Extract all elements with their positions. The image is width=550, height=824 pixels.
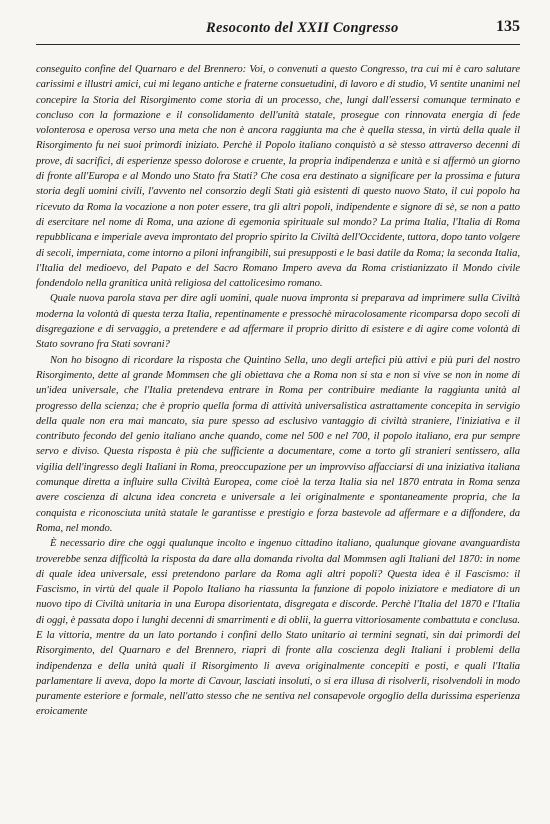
page-header (36, 0, 520, 45)
paragraph: Quale nuova parola stava per dire agli uomini, quale nuova impronta si preparava ad imprimere sulla Civiltà moderna la volontà di questa terza Italia, repentinamente e pressochè miracolosamente ricomparsa dopo secoli di disgregazione e di servaggio, a pretendere e ad affermare il proprio diritto di esistere e di agire come volontà di Stato sovrano fra Stati sovrani? (36, 293, 520, 351)
body-text (36, 62, 520, 720)
page-number: 135 (496, 18, 520, 35)
paragraph: È necessario dire che oggi qualunque incolto e ingenuo cittadino italiano, qualunque giovane avanguardista troverebbe senza difficoltà la risposta da dare alla domanda rivolta dal Mommsen agli Italiani del 1870: in nome di quale idea universale, essi pretendono parlare da Roma agli altri popoli? Questa idea è il Fascismo: il Fascismo, in virtù del quale il Popolo Italiano ha riassunta la funzione di popolo iniziatore e mediatore di un nuovo tipo di Civiltà unitaria in una Europa disorientata, disgregata e discorde. Perchè l'Italia del 1870 e l'Italia di oggi, è passata dopo i lunghi decenni di smarrimenti e di oblii, la guerra vittoriosamente combattuta e conclusa. E la vittoria, mentre da un lato portando i confini dello Stato unitario ai termini segnati, sin dai primordi del Risorgimento, del Quarnaro e del Brennero, riaprì di fronte alla coscienza degli Italiani i problemi della indipendenza e della unità quali il Risorgimento li aveva originalmente concepiti e posti, e quali l'Italia parlamentare li aveva, dopo la morte di Cavour, lasciati insoluti, o si era illusa di risolverli, risolvendoli in modo puramente esteriore e formale, nell'atto stesso che ne sentiva nel consapevole orgoglio della durissima esperienza eroicamente (36, 538, 520, 718)
paragraph: Non ho bisogno di ricordare la risposta che Quintino Sella, uno degli artefici più attivi e più puri del nostro Risorgimento, dette al grande Mommsen che gli obiettava che a Roma non si sta e non si vive se non in nome di un'idea universale, che l'Italia pretendeva entrare in Roma per contribuire mediante la raggiunta unità al progresso della scienza; che è proprio quella forma di attività universalistica astrattamente concepita in servigio della quale non era mai mancato, sia pure spesso ad esclusivo vantaggio di civiltà straniere, l'iniziativa e il contributo fecondo del genio italiano anche quando, come nel 500 e nel 700, il popolo italiano, era pur sempre servo e diviso. Questa risposta è più che sufficiente a documentare, come a torto gli stranieri sentissero, alla vigilia dell'ingresso degli Italiani in Roma, preoccupazione per un improvviso affacciarsi di una iniziativa italiana comunque diretta a influire sulla Civiltà Europea, come cioè la terza Italia sia nel 1870 entrata in Roma senza avere coscienza di alcuna idea concreta e universale a lei originalmente e spontaneamente propria, che la conquista e riconosciuta unità statale le garantisse e prestigio e forza bastevole ad affermare e a diffondere, da Roma, nel mondo. (36, 354, 520, 534)
paragraph: conseguito confine del Quarnaro e del Brennero: Voi, o convenuti a questo Congresso, tra cui mi è caro salutare carissimi e illustri amici, cui mi legano antiche e fraterne consuetudini, di lavoro e di studio, Vi sentite unanimi nel concepire la Storia del Risorgimento come storia di un processo, che, lungi dall'essersi comunque terminato e concluso con la formazione e il consolidamento dell'unità statale, prosegue con rinnovata energia di fede volonterosa e operosa verso una meta che non è ancora raggiunta ma che è quella stessa, in virtù della quale il Risorgimento fu nei suoi primordi iniziato. Perchè il Popolo italiano conquistò a sè stesso attraverso decenni di prove, di sacrifici, di esperienze spesso dolorose e cruente, la propria indipendenza e unità e si affermò un giorno di fronte all'Europa e al Mondo uno Stato fra Stati? Che cosa era destinato a significare per la prossima e futura storia degli uomini civili, l'avvento nel consorzio degli Stati già esistenti di questo nuovo Stato, il cui popolo ha ricevuto da Roma la vocazione a non poter essere, tra gli altri popoli, indipendente e signore di sè, se non a patto di esercitare nel nome di Roma, una azione di egemonia spirituale sul mondo? La prima Italia, l'Italia di Roma repubblicana e imperiale aveva improntato del proprio spirito la Civiltà dell'Occidente, tuttora, dopo tanto volgere di secoli, imperniata, come intorno a piloni infrangibili, sui presupposti e le basi datile da Roma; la seconda Italia, l'Italia del medioevo, del Papato e del Sacro Romano Impero aveva da Roma cristianizzato il Mondo civile fondendolo nella granitica unità religiosa del cattolicesimo romano. (36, 64, 520, 290)
running-title: Resoconto del XXII Congresso (206, 20, 399, 36)
